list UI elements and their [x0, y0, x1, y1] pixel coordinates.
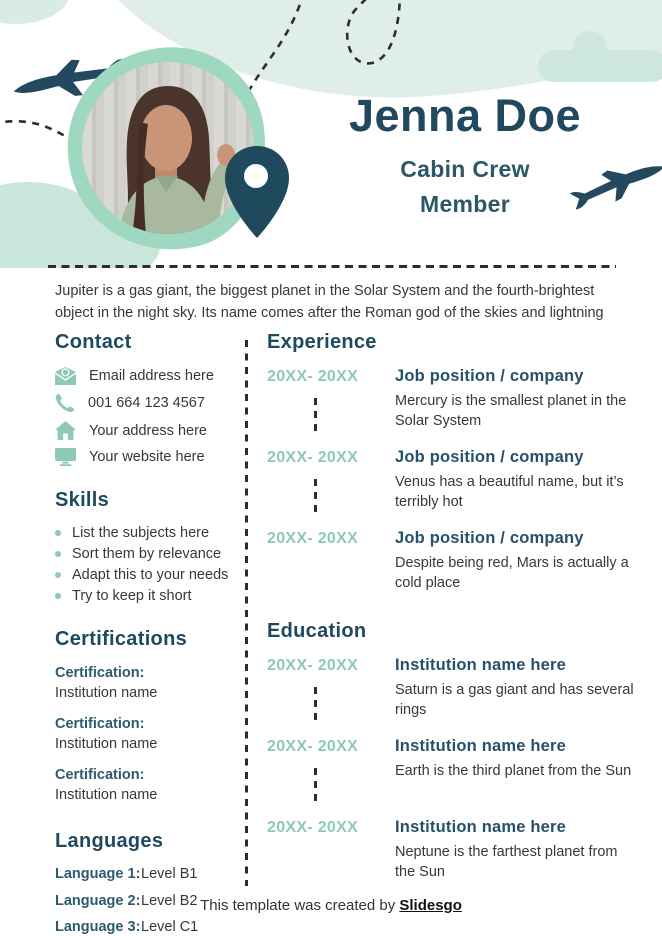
- contact-item-address: [55, 421, 237, 440]
- email-icon: [55, 367, 76, 385]
- contact-website-text: Your website here: [89, 449, 205, 465]
- left-column: [55, 331, 237, 936]
- entry-title: Job position / company: [395, 367, 584, 385]
- footer-text: This template was created by: [200, 897, 396, 914]
- skills-section: [55, 489, 237, 604]
- language-level: Level B1: [141, 866, 198, 883]
- language-label: Language 3:: [55, 919, 141, 936]
- skill-text: Try to keep it short: [72, 588, 192, 604]
- education-entry: [267, 737, 637, 818]
- column-divider-dashed: [245, 340, 248, 886]
- education-entry: [267, 818, 637, 883]
- language-item: [55, 866, 237, 882]
- entry-description: Mercury is the smallest planet in the Solar System: [395, 393, 627, 430]
- entry-title: Institution name here: [395, 736, 567, 755]
- languages-section: [55, 830, 237, 935]
- intro-paragraph: [55, 281, 630, 325]
- certification-item: [55, 715, 237, 754]
- certification-item: [55, 766, 237, 805]
- certification-institution: Institution name: [55, 684, 158, 701]
- certification-item: [55, 664, 237, 703]
- intro-line2: object in the night sky. Its name comes after the Roman god of the skies and lightning: [55, 304, 604, 321]
- skill-text: List the subjects here: [72, 525, 210, 541]
- timeline-connector-dashed: [314, 479, 317, 513]
- skill-text: Adapt this to your needs: [72, 567, 229, 583]
- entry-title: Job position / company: [395, 448, 584, 466]
- right-column: [267, 331, 637, 882]
- experience-entry: [267, 529, 637, 594]
- entry-dates: 20XX- 20XX: [267, 449, 359, 466]
- entry-description: Saturn is a gas giant and has several rings: [395, 681, 634, 718]
- job-title: [330, 152, 600, 221]
- languages-heading: Languages: [55, 830, 164, 853]
- timeline-connector-dashed: [314, 768, 317, 802]
- entry-title: Institution name here: [395, 817, 567, 836]
- timeline-connector-dashed: [314, 398, 317, 432]
- entry-dates: 20XX- 20XX: [267, 368, 359, 385]
- entry-description: Earth is the third planet from the Sun: [395, 762, 632, 779]
- contact-item-website: [55, 448, 237, 466]
- certifications-heading: Certifications: [55, 628, 188, 650]
- experience-heading: Experience: [267, 331, 377, 353]
- entry-dates: 20XX- 20XX: [267, 656, 359, 674]
- entry-description: Despite being red, Mars is actually a cold place: [395, 555, 629, 592]
- person-name: Jenna Doe: [348, 90, 582, 141]
- bullet-dot: [55, 551, 61, 557]
- certification-label: Certification:: [55, 665, 145, 681]
- location-pin-icon: [225, 146, 289, 238]
- job-title-line2: Member: [420, 190, 510, 217]
- skill-item: [55, 525, 237, 541]
- bullet-dot: [55, 593, 61, 599]
- entry-description: Venus has a beautiful name, but it’s terribly hot: [395, 474, 624, 511]
- language-level: Level C1: [141, 919, 199, 936]
- contact-item-phone: [55, 393, 237, 413]
- timeline-connector-dashed: [314, 687, 317, 721]
- contact-phone-text: 001 664 123 4567: [88, 395, 205, 411]
- certification-label: Certification:: [55, 716, 145, 733]
- entry-dates: 20XX- 20XX: [267, 530, 359, 547]
- education-entry: [267, 656, 637, 737]
- cloud-top-left: [0, 0, 70, 24]
- header: [0, 0, 662, 268]
- skill-text: Sort them by relevance: [72, 546, 222, 562]
- experience-entry: [267, 448, 637, 529]
- certifications-section: [55, 628, 237, 805]
- face: [140, 105, 192, 171]
- language-item: [55, 919, 237, 935]
- language-label: Language 2:: [55, 892, 141, 909]
- job-title-line1: Cabin Crew: [400, 156, 530, 182]
- certification-institution: Institution name: [55, 786, 158, 803]
- intro-line1: Jupiter is a gas giant, the biggest planet in the Solar System and the fourth-brightest: [55, 283, 595, 299]
- skills-heading: Skills: [55, 489, 110, 511]
- entry-description: Neptune is the farthest planet from the Sun: [395, 843, 618, 880]
- home-icon: [55, 421, 76, 440]
- phone-icon: [55, 393, 75, 413]
- skill-item: [55, 546, 237, 562]
- entry-title: Institution name here: [395, 655, 567, 674]
- contact-email-text: Email address here: [89, 368, 214, 384]
- certification-institution: Institution name: [55, 735, 158, 752]
- slidesgo-link[interactable]: Slidesgo: [399, 897, 462, 914]
- entry-title: Job position / company: [395, 529, 584, 547]
- entry-dates: 20XX- 20XX: [267, 737, 359, 755]
- language-label: Language 1:: [55, 866, 141, 883]
- contact-address-text: Your address here: [89, 422, 207, 439]
- footer-credit: [0, 897, 662, 914]
- certification-label: Certification:: [55, 767, 145, 784]
- bullet-dot: [55, 572, 61, 578]
- experience-entry: [267, 367, 637, 448]
- language-level: Level B2: [141, 892, 198, 909]
- contact-item-email: [55, 367, 237, 385]
- contact-heading: Contact: [55, 331, 132, 353]
- education-heading: Education: [267, 619, 367, 642]
- education-section: [267, 620, 637, 883]
- header-divider-dashed: [48, 265, 616, 268]
- website-icon: [55, 448, 76, 466]
- skill-item: [55, 567, 237, 583]
- entry-dates: 20XX- 20XX: [267, 818, 359, 836]
- bullet-dot: [55, 530, 61, 536]
- skill-item: [55, 588, 237, 604]
